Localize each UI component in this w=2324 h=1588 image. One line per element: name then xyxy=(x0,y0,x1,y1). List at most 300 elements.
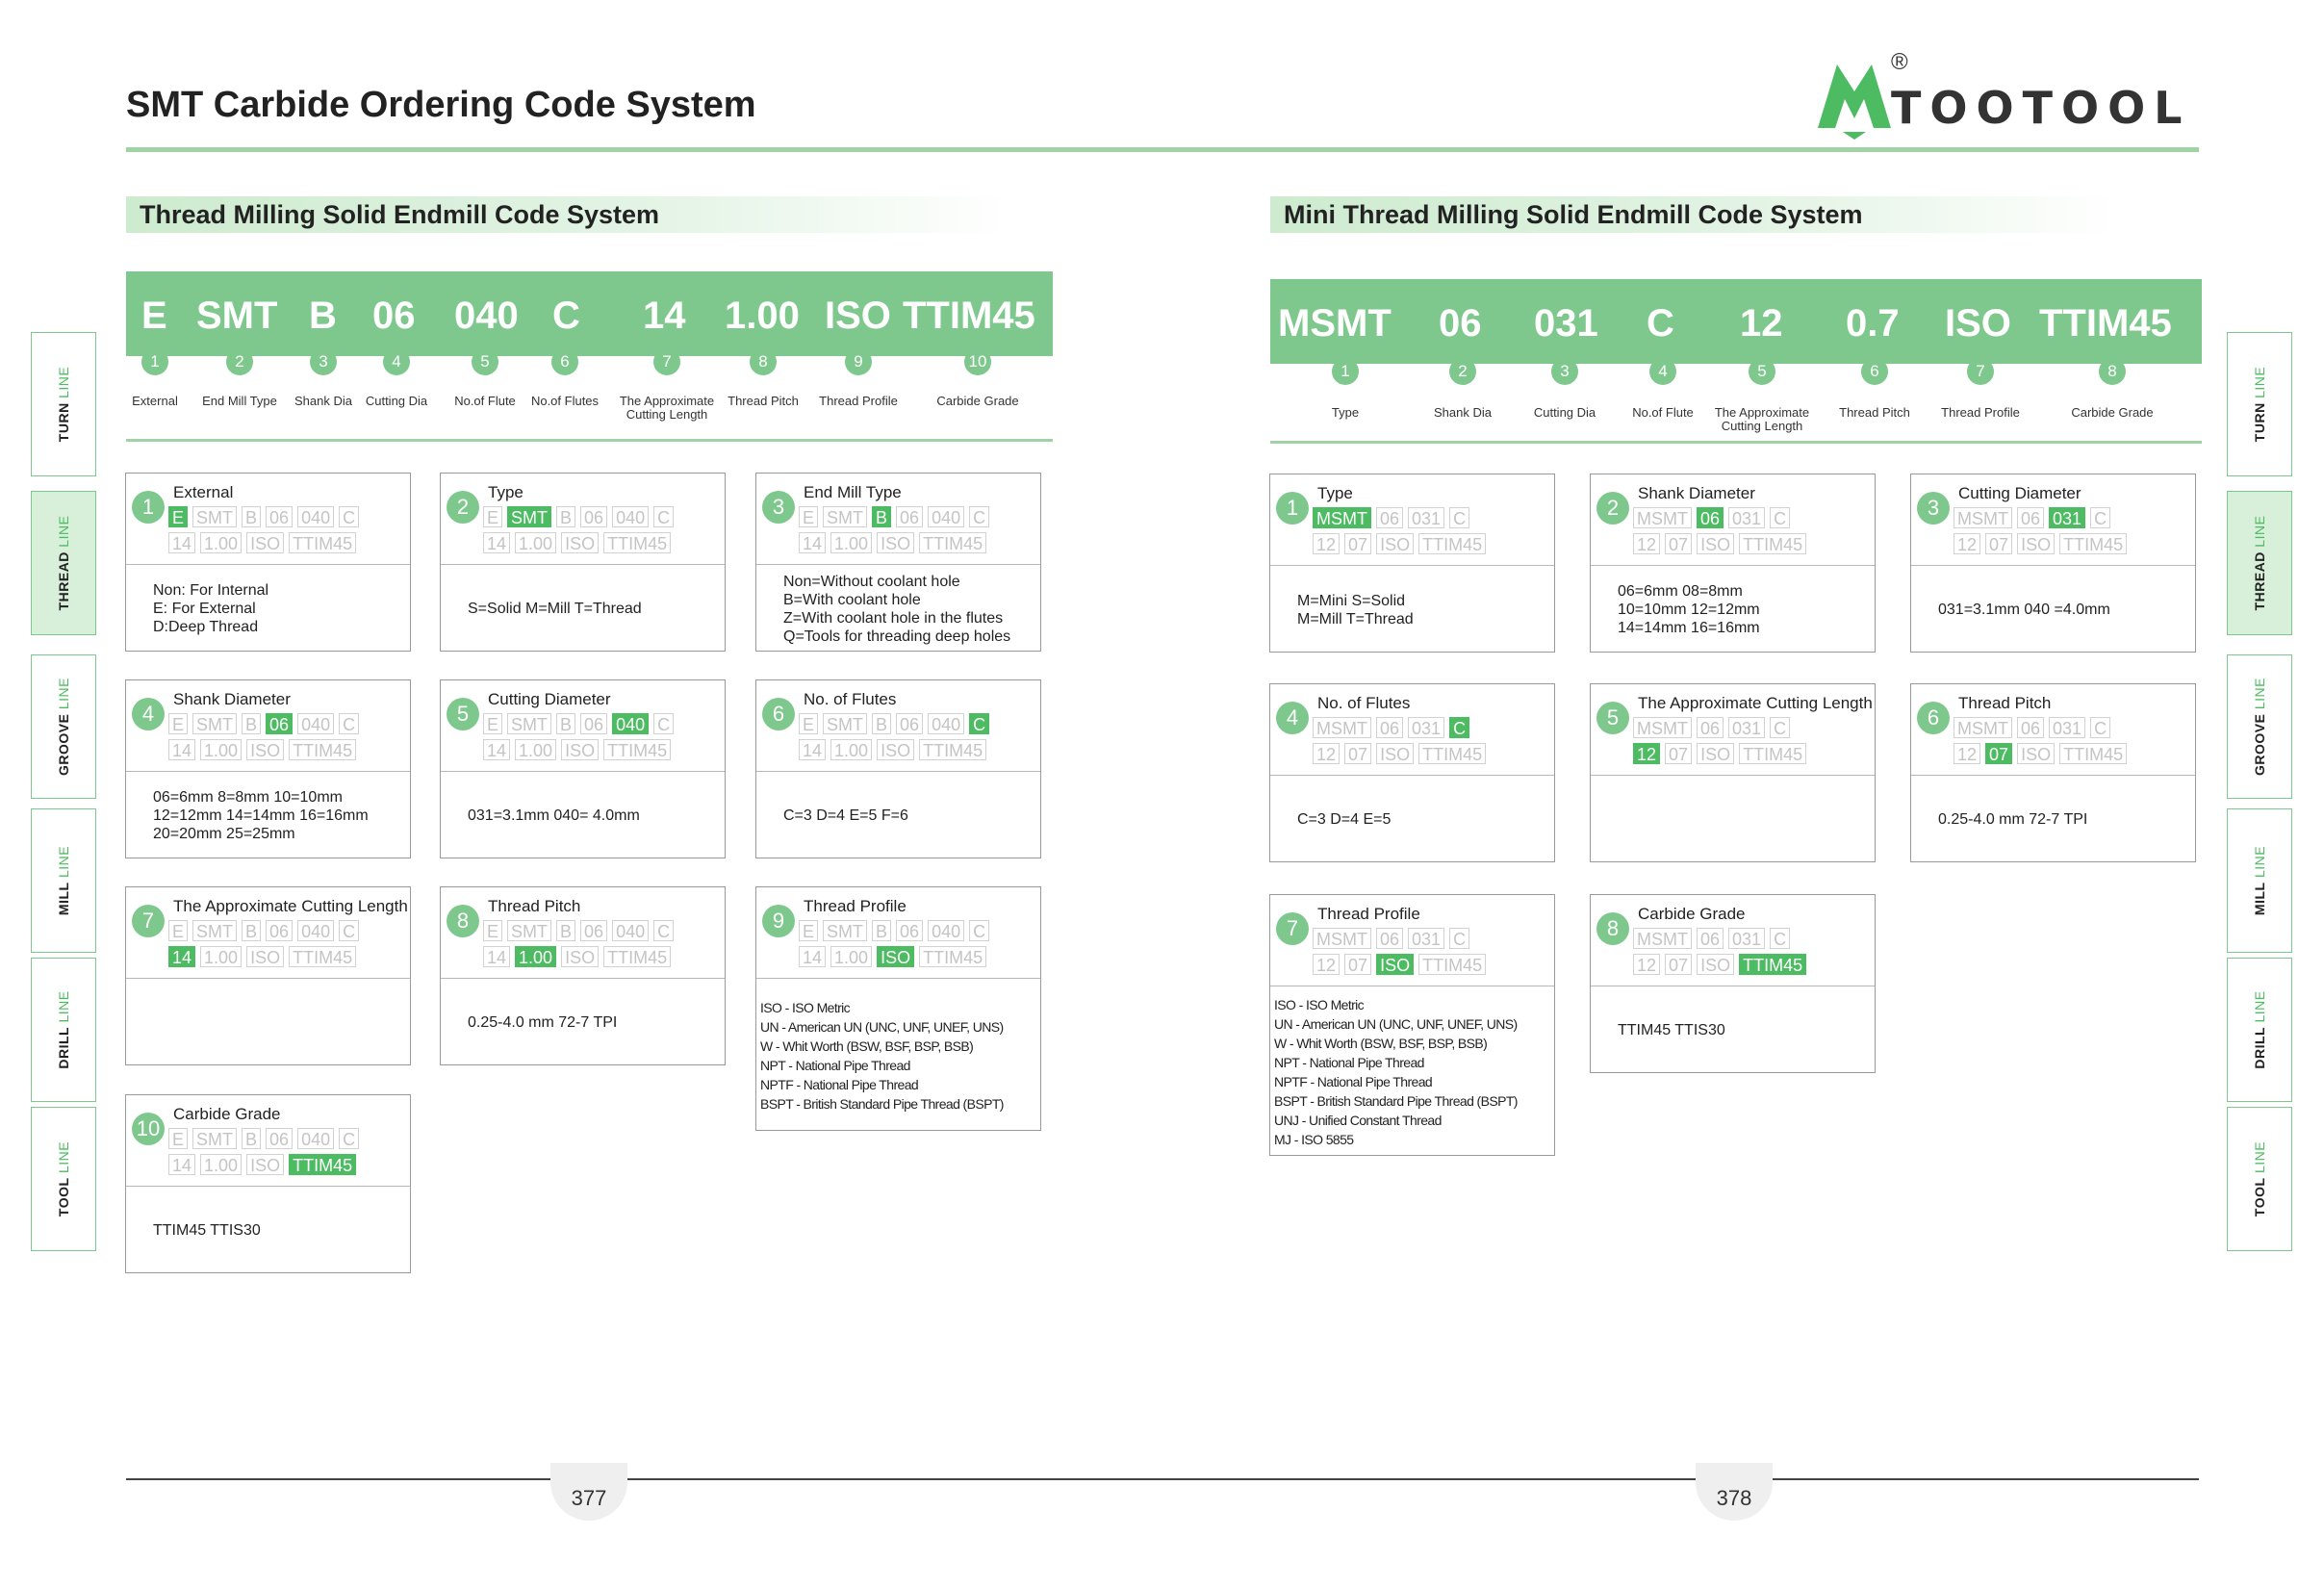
right-card-header xyxy=(1270,895,1554,986)
side-tab-sub: LINE xyxy=(2252,678,2267,710)
right-code-index: 5 xyxy=(1749,358,1775,385)
left-code-chip: 1.00 xyxy=(515,532,556,553)
right-code-chip: C xyxy=(2090,507,2110,528)
left-code-chip: ISO xyxy=(877,532,914,553)
left-card-description-line: Non=Without coolant hole xyxy=(783,573,960,590)
side-tab-mill[interactable] xyxy=(2227,808,2292,953)
right-code-chip: TTIM45 xyxy=(1739,743,1806,764)
right-code-chip: ISO xyxy=(2017,743,2055,764)
right-code-chip: C xyxy=(1770,717,1790,738)
right-code-chip: 07 xyxy=(1665,954,1692,975)
left-code-label-line: No.of Flute xyxy=(454,394,516,408)
side-tab-main: TURN xyxy=(2252,402,2267,443)
side-tab-label xyxy=(56,1141,71,1217)
left-code-chip: 040 xyxy=(297,1128,334,1149)
right-chip-row xyxy=(1954,717,2194,743)
right-code-chip: 06 xyxy=(2017,717,2044,738)
left-card-description-line: 20=20mm 25=25mm xyxy=(153,826,295,842)
header-divider xyxy=(126,147,2199,152)
right-card-description-line: 10=10mm 12=12mm xyxy=(1618,602,1760,618)
left-card-title: Shank Diameter xyxy=(173,690,291,708)
right-card-description-line: BSPT - British Standard Pipe Thread (BSPT) xyxy=(1274,1092,1518,1109)
right-card-description xyxy=(1591,568,1875,652)
side-tab-label xyxy=(2252,1141,2267,1217)
left-card-description xyxy=(756,774,1040,858)
right-chip-row xyxy=(1633,507,1874,533)
left-card-code-chips xyxy=(799,713,1039,765)
left-code-segment: SMT xyxy=(196,295,278,337)
side-tab-label xyxy=(56,516,71,611)
side-tab-tool[interactable] xyxy=(31,1107,96,1251)
right-card-number: 1 xyxy=(1276,492,1309,525)
right-code-index: 3 xyxy=(1551,358,1578,385)
right-card-header xyxy=(1270,684,1554,776)
right-code-chip: ISO xyxy=(2017,533,2055,554)
right-code-chip: 12 xyxy=(1313,954,1340,975)
right-code-chip: TTIM45 xyxy=(1418,533,1486,554)
right-card-description-line: 06=6mm 08=8mm xyxy=(1618,583,1743,600)
left-code-chip: E xyxy=(168,1128,188,1149)
left-code-chip: TTIM45 xyxy=(289,946,356,967)
right-code-chip: 031 xyxy=(1728,928,1765,949)
left-code-chip: TTIM45 xyxy=(289,739,356,760)
right-chip-row xyxy=(1313,954,1553,980)
left-code-chip: SMT xyxy=(192,713,237,734)
side-tab-drill[interactable] xyxy=(2227,958,2292,1102)
tootool-logo-icon xyxy=(1814,53,1895,140)
right-card-code-chips xyxy=(1954,507,2194,559)
right-card-1 xyxy=(1269,474,1555,653)
right-code-chip: C xyxy=(1770,928,1790,949)
right-code-chip: C xyxy=(2090,717,2110,738)
side-tab-sub: LINE xyxy=(56,845,71,879)
right-chip-row xyxy=(1954,507,2194,533)
right-card-header xyxy=(1911,684,2195,776)
right-code-chip: MSMT xyxy=(1633,507,1692,528)
left-card-number: 3 xyxy=(762,491,795,524)
left-card-4 xyxy=(125,679,411,858)
right-code-chip: 07 xyxy=(1985,743,2012,764)
right-code-label-line: Thread Pitch xyxy=(1839,405,1910,420)
left-code-chip: C xyxy=(653,713,674,734)
right-card-description-line: ISO - ISO Metric xyxy=(1274,996,1365,1012)
left-card-description-line: Non: For Internal xyxy=(153,582,269,599)
brand-logo xyxy=(1814,49,2199,140)
left-code-chip: B xyxy=(242,713,261,734)
right-code-index: 4 xyxy=(1649,358,1676,385)
left-code-segment: 1.00 xyxy=(725,295,800,337)
right-code-chip: ISO xyxy=(1376,743,1414,764)
right-chip-row xyxy=(1954,533,2194,559)
side-tab-sub: LINE xyxy=(56,678,71,710)
left-code-chip: 1.00 xyxy=(830,532,872,553)
right-code-chip: 06 xyxy=(1697,928,1724,949)
right-card-description-line: MJ - ISO 5855 xyxy=(1274,1131,1354,1147)
left-card-title: No. of Flutes xyxy=(804,690,897,708)
right-code-index: 7 xyxy=(1967,358,1994,385)
left-chip-row xyxy=(799,920,1039,946)
left-code-segment: E xyxy=(141,295,167,337)
left-card-8 xyxy=(440,886,726,1065)
left-card-description xyxy=(441,567,725,651)
left-section-title: Thread Milling Solid Endmill Code System xyxy=(126,196,1011,233)
left-card-description xyxy=(126,774,410,858)
right-code-chip: 031 xyxy=(1408,507,1444,528)
side-tab-main: TOOL xyxy=(56,1177,71,1217)
left-card-description-line: 0.25-4.0 mm 72-7 TPI xyxy=(468,1014,618,1031)
side-tab-main: THREAD xyxy=(2252,551,2267,611)
left-code-label xyxy=(507,395,623,408)
right-code-chip: 07 xyxy=(1344,533,1371,554)
right-code-label-line: Cutting Length xyxy=(1721,419,1803,433)
right-section-title: Mini Thread Milling Solid Endmill Code System xyxy=(1270,196,2117,233)
left-card-description-line: B=With coolant hole xyxy=(783,591,921,608)
left-code-segment: TTIM45 xyxy=(903,295,1035,337)
right-card-description-line: UN - American UN (UNC, UNF, UNEF, UNS) xyxy=(1274,1015,1518,1032)
left-code-chip: ISO xyxy=(246,1154,284,1175)
left-code-chip: E xyxy=(168,920,188,941)
side-tab-groove[interactable] xyxy=(2227,654,2292,799)
right-code-chip: ISO xyxy=(1697,533,1734,554)
right-chip-row xyxy=(1633,743,1874,769)
right-code-chip: 07 xyxy=(1985,533,2012,554)
left-card-number: 6 xyxy=(762,698,795,730)
left-code-chip: 14 xyxy=(168,532,195,553)
page-number-right: 378 xyxy=(1696,1463,1773,1521)
right-card-description xyxy=(1270,988,1554,1155)
left-card-number: 4 xyxy=(132,698,165,730)
left-chip-row xyxy=(168,1128,409,1154)
right-code-chip: C xyxy=(1449,928,1469,949)
right-card-code-chips xyxy=(1633,507,1874,559)
left-code-chip: E xyxy=(799,920,818,941)
left-code-chip: B xyxy=(242,506,261,527)
left-code-chip: B xyxy=(242,1128,261,1149)
left-code-segment: 14 xyxy=(643,295,686,337)
right-code-chip: MSMT xyxy=(1313,507,1371,528)
left-code-index: 4 xyxy=(383,348,410,375)
left-card-description xyxy=(756,981,1040,1130)
left-chip-row xyxy=(168,920,409,946)
left-card-description-line: NPTF - National Pipe Thread xyxy=(760,1076,919,1092)
left-code-index: 3 xyxy=(310,348,337,375)
left-chip-row xyxy=(483,739,724,765)
left-code-chip: 040 xyxy=(612,506,649,527)
left-card-header xyxy=(126,474,410,565)
right-card-code-chips xyxy=(1954,717,2194,769)
right-code-chip: 031 xyxy=(2049,717,2085,738)
left-chip-row xyxy=(483,713,724,739)
left-card-number: 2 xyxy=(447,491,479,524)
right-code-chip: TTIM45 xyxy=(2059,743,2127,764)
side-tab-main: DRILL xyxy=(56,1026,71,1069)
right-code-chip: MSMT xyxy=(1954,507,2012,528)
left-code-chip: B xyxy=(872,713,891,734)
left-code-chip: SMT xyxy=(192,920,237,941)
right-chip-row xyxy=(1633,954,1874,980)
left-card-number: 1 xyxy=(132,491,165,524)
right-code-index: 8 xyxy=(2099,358,2126,385)
right-code-chip: MSMT xyxy=(1633,928,1692,949)
right-card-6 xyxy=(1910,683,2196,862)
side-tab-sub: LINE xyxy=(56,366,71,398)
left-chip-row xyxy=(799,506,1039,532)
side-tab-sub: LINE xyxy=(56,1140,71,1174)
side-tab-turn[interactable] xyxy=(31,332,96,476)
left-card-description-line: 06=6mm 8=8mm 10=10mm xyxy=(153,789,343,806)
right-card-code-chips xyxy=(1633,717,1874,769)
left-code-chip: B xyxy=(556,713,575,734)
right-card-3 xyxy=(1910,474,2196,653)
left-code-chip: 1.00 xyxy=(830,946,872,967)
right-card-number: 5 xyxy=(1596,702,1629,734)
right-card-title: Thread Profile xyxy=(1317,905,1420,923)
right-code-chip: 06 xyxy=(1376,717,1403,738)
left-code-label-line: External xyxy=(132,394,178,408)
left-card-header xyxy=(441,474,725,565)
right-card-code-chips xyxy=(1313,507,1553,559)
right-code-chip: 06 xyxy=(1376,928,1403,949)
side-tab-main: GROOVE xyxy=(2252,713,2267,776)
left-code-chip: B xyxy=(556,506,575,527)
left-card-description xyxy=(126,1189,410,1272)
right-card-header xyxy=(1591,684,1875,776)
left-code-chip: C xyxy=(339,920,359,941)
left-code-chip: 14 xyxy=(799,532,826,553)
side-tab-sub: LINE xyxy=(2252,1140,2267,1174)
left-code-chip: E xyxy=(483,920,502,941)
left-card-description xyxy=(126,567,410,651)
left-code-chip: SMT xyxy=(507,506,551,527)
side-tab-main: MILL xyxy=(2252,882,2267,916)
left-code-chip: 1.00 xyxy=(515,739,556,760)
left-card-number: 9 xyxy=(762,905,795,937)
right-code-label xyxy=(1704,406,1820,433)
left-code-label-line: End Mill Type xyxy=(202,394,277,408)
left-card-description xyxy=(441,981,725,1064)
right-card-number: 3 xyxy=(1917,492,1950,525)
left-code-chip: 1.00 xyxy=(200,739,242,760)
right-code-segment: 12 xyxy=(1740,302,1783,345)
left-code-chip: TTIM45 xyxy=(603,532,671,553)
left-code-chip: 14 xyxy=(483,532,510,553)
right-card-title: Shank Diameter xyxy=(1638,484,1755,502)
right-card-number: 6 xyxy=(1917,702,1950,734)
left-card-1 xyxy=(125,473,411,652)
side-tab-thread[interactable] xyxy=(31,491,96,635)
right-card-number: 8 xyxy=(1596,912,1629,945)
side-tab-mill[interactable] xyxy=(31,808,96,953)
left-card-number: 7 xyxy=(132,905,165,937)
left-card-title: External xyxy=(173,483,234,501)
right-card-description-line: 0.25-4.0 mm 72-7 TPI xyxy=(1938,811,2088,828)
side-tab-groove[interactable] xyxy=(31,654,96,799)
left-chip-row xyxy=(483,920,724,946)
brand-wordmark: TOOTOOL xyxy=(1891,82,2191,134)
left-code-chip: TTIM45 xyxy=(289,1154,356,1175)
right-code-chip: 12 xyxy=(1954,743,1980,764)
right-card-description xyxy=(1591,778,1875,861)
left-chip-row xyxy=(483,506,724,532)
side-tab-label xyxy=(56,990,71,1068)
side-tab-label xyxy=(2252,367,2267,442)
right-card-description-line: NPTF - National Pipe Thread xyxy=(1274,1073,1433,1089)
left-code-chip: 040 xyxy=(612,713,649,734)
left-code-chip: 040 xyxy=(297,506,334,527)
right-code-chip: ISO xyxy=(1376,533,1414,554)
right-card-4 xyxy=(1269,683,1555,862)
left-code-chip: 14 xyxy=(483,946,510,967)
right-card-description xyxy=(1911,778,2195,861)
left-chip-row xyxy=(483,946,724,972)
left-card-header xyxy=(441,680,725,772)
left-code-chip: E xyxy=(168,506,188,527)
left-code-label-line: Cutting Dia xyxy=(365,394,428,408)
right-card-description xyxy=(1270,778,1554,861)
left-card-header xyxy=(126,680,410,772)
left-card-3 xyxy=(755,473,1041,652)
right-card-header xyxy=(1911,474,2195,566)
left-card-code-chips xyxy=(483,506,724,558)
right-card-title: Type xyxy=(1317,484,1353,502)
right-card-header xyxy=(1270,474,1554,566)
left-code-chip: SMT xyxy=(192,506,237,527)
right-code-chip: TTIM45 xyxy=(2059,533,2127,554)
left-code-chip: 14 xyxy=(168,946,195,967)
right-code-chip: 07 xyxy=(1344,954,1371,975)
right-code-label-line: No.of Flute xyxy=(1632,405,1694,420)
left-card-code-chips xyxy=(168,506,409,558)
left-code-index: 10 xyxy=(964,348,991,375)
left-code-segment: B xyxy=(309,295,337,337)
right-code-chip: 031 xyxy=(2049,507,2085,528)
left-code-chip: 06 xyxy=(580,920,607,941)
right-code-label-line: The Approximate xyxy=(1714,405,1810,420)
right-card-description-line: 14=14mm 16=16mm xyxy=(1618,620,1760,636)
left-code-label-line: Thread Pitch xyxy=(728,394,799,408)
left-card-description-line: TTIM45 TTIS30 xyxy=(153,1222,261,1239)
left-code-chip: ISO xyxy=(561,946,599,967)
left-code-chip: E xyxy=(799,506,818,527)
side-tab-sub: LINE xyxy=(2252,990,2267,1023)
side-tab-tool[interactable] xyxy=(2227,1107,2292,1251)
left-code-chip: ISO xyxy=(561,739,599,760)
left-card-description xyxy=(126,981,410,1064)
left-card-description-line: UN - American UN (UNC, UNF, UNEF, UNS) xyxy=(760,1018,1004,1035)
right-code-label xyxy=(1923,406,2038,420)
left-card-description-line: Q=Tools for threading deep holes xyxy=(783,628,1011,645)
left-code-chip: E xyxy=(483,713,502,734)
right-code-label xyxy=(1405,406,1520,420)
right-card-8 xyxy=(1590,894,1876,1073)
left-code-chip: TTIM45 xyxy=(289,532,356,553)
left-card-code-chips xyxy=(799,506,1039,558)
right-code-index: 6 xyxy=(1861,358,1888,385)
right-code-chip: 12 xyxy=(1313,533,1340,554)
left-code-chip: 1.00 xyxy=(200,1154,242,1175)
left-card-description-line: S=Solid M=Mill T=Thread xyxy=(468,601,642,617)
left-card-code-chips xyxy=(799,920,1039,972)
right-card-description-line: C=3 D=4 E=5 xyxy=(1297,811,1392,828)
right-card-description-line: M=Mill T=Thread xyxy=(1297,610,1414,628)
right-code-chip: ISO xyxy=(1376,954,1414,975)
side-tab-thread[interactable] xyxy=(2227,491,2292,635)
left-card-title: Cutting Diameter xyxy=(488,690,611,708)
right-card-title: The Approximate Cutting Length xyxy=(1638,694,1873,712)
right-code-label-line: Shank Dia xyxy=(1434,405,1492,420)
left-code-chip: E xyxy=(799,713,818,734)
left-card-title: Thread Profile xyxy=(804,897,907,915)
right-code-chip: MSMT xyxy=(1313,717,1371,738)
left-code-chip: TTIM45 xyxy=(919,739,986,760)
right-chip-row xyxy=(1633,717,1874,743)
right-divider xyxy=(1270,441,2202,444)
left-code-chip: 1.00 xyxy=(200,532,242,553)
left-card-description xyxy=(756,567,1040,651)
side-tab-label xyxy=(56,846,71,915)
left-code-chip: 06 xyxy=(266,1128,293,1149)
left-code-chip: 1.00 xyxy=(830,739,872,760)
right-code-segment: ISO xyxy=(1945,302,2011,345)
left-code-chip: B xyxy=(242,920,261,941)
left-code-chip: 06 xyxy=(266,506,293,527)
side-tab-drill[interactable] xyxy=(31,958,96,1102)
right-chip-row xyxy=(1313,717,1553,743)
left-code-chip: TTIM45 xyxy=(603,739,671,760)
right-code-chip: ISO xyxy=(1697,954,1734,975)
left-code-chip: 14 xyxy=(799,739,826,760)
right-card-title: No. of Flutes xyxy=(1317,694,1411,712)
side-tab-main: DRILL xyxy=(2252,1026,2267,1069)
left-code-segment: ISO xyxy=(825,295,891,337)
left-code-chip: C xyxy=(653,920,674,941)
left-code-index: 9 xyxy=(845,348,872,375)
side-tab-label xyxy=(56,367,71,442)
side-tab-turn[interactable] xyxy=(2227,332,2292,476)
page-title: SMT Carbide Ordering Code System xyxy=(126,85,756,125)
left-chip-row xyxy=(168,532,409,558)
right-chip-row xyxy=(1313,533,1553,559)
left-card-code-chips xyxy=(483,713,724,765)
side-tab-label xyxy=(2252,678,2267,776)
left-code-label-line: Carbide Grade xyxy=(936,394,1019,408)
left-chip-row xyxy=(168,946,409,972)
right-card-title: Cutting Diameter xyxy=(1958,484,2081,502)
left-card-header xyxy=(126,1095,410,1187)
left-chip-row xyxy=(799,532,1039,558)
side-tab-label xyxy=(2252,516,2267,611)
right-card-header xyxy=(1591,895,1875,986)
right-card-description-line: W - Whit Worth (BSW, BSF, BSP, BSB) xyxy=(1274,1035,1488,1051)
left-card-description xyxy=(441,774,725,858)
page-number-left: 377 xyxy=(550,1463,627,1521)
side-tab-main: THREAD xyxy=(56,551,71,611)
right-code-chip: 031 xyxy=(1408,928,1444,949)
left-code-chip: 14 xyxy=(168,739,195,760)
left-code-chip: 06 xyxy=(266,920,293,941)
left-card-header xyxy=(441,887,725,979)
right-code-chip: 06 xyxy=(2017,507,2044,528)
right-chip-row xyxy=(1313,928,1553,954)
side-tab-main: GROOVE xyxy=(56,713,71,776)
right-code-chip: 06 xyxy=(1697,507,1724,528)
right-code-label-line: Carbide Grade xyxy=(2071,405,2154,420)
right-code-label-line: Thread Profile xyxy=(1941,405,2020,420)
left-code-segment: 040 xyxy=(454,295,519,337)
left-card-7 xyxy=(125,886,411,1065)
right-code-chip: ISO xyxy=(1697,743,1734,764)
right-card-title: Thread Pitch xyxy=(1958,694,2052,712)
